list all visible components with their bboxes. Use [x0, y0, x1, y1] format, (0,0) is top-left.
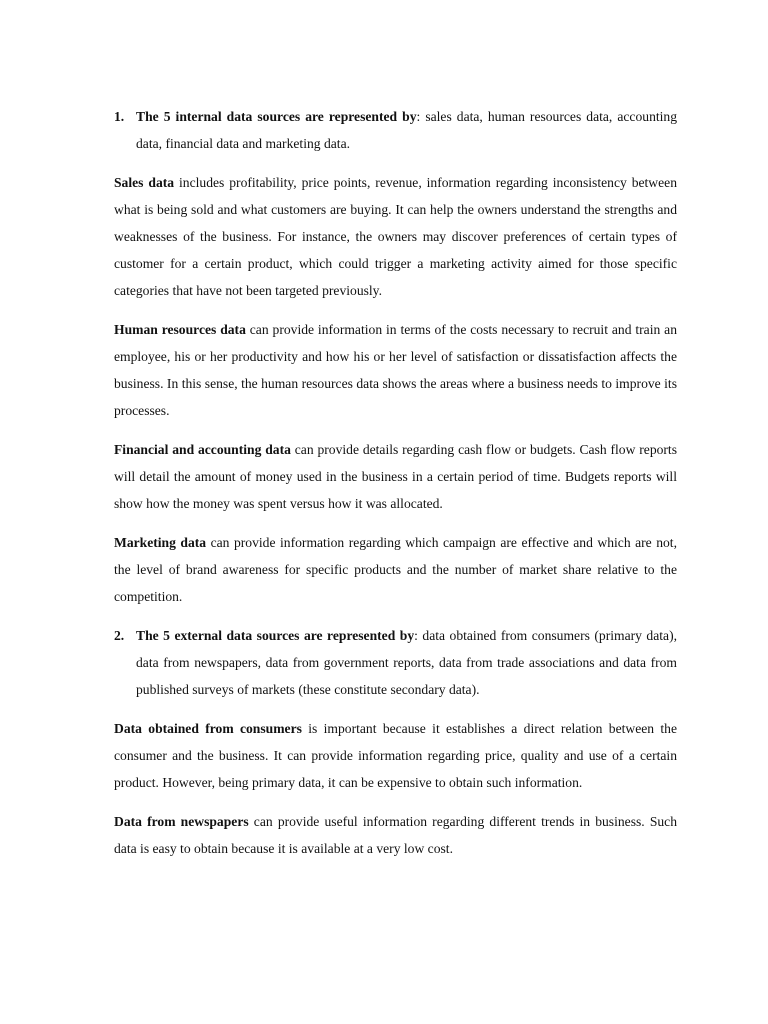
- list-item-text: : sales data, human resources data, accounting data, financial data and marketing data.: [136, 109, 678, 151]
- list-item-lead: The 5 internal data sources are represented by: [136, 109, 417, 124]
- paragraph-data-from-consumers: [114, 715, 677, 796]
- paragraph-text: can provide information regarding which campaign are effective and which are not, the level of brand awareness for specific products and the number of market share relative to the competition.: [114, 535, 677, 604]
- paragraph-sales-data: [114, 169, 677, 304]
- paragraph-data-from-newspapers: [114, 808, 677, 862]
- paragraph-text: can provide information in terms of the costs necessary to recruit and train an employee, his or her productivity and how his or her level of satisfaction or dissatisfaction affects the business. In this sense, the human resources data shows the areas where a business needs to improve its processes.: [114, 322, 677, 418]
- paragraph-lead: Financial and accounting data: [114, 442, 291, 457]
- paragraph-lead: Human resources data: [114, 322, 246, 337]
- list-number: 2.: [114, 628, 125, 643]
- paragraph-lead: Sales data: [114, 175, 175, 190]
- paragraph-financial-accounting-data: [114, 436, 677, 517]
- list-item-lead: The 5 external data sources are represented by: [136, 628, 415, 643]
- paragraph-text: can provide useful information regarding different trends in business. Such data is easy to obtain because it is available at a very low cost.: [114, 814, 678, 856]
- paragraph-human-resources-data: [114, 316, 677, 424]
- paragraph-lead: Marketing data: [114, 535, 207, 550]
- paragraph-text: is important because it establishes a direct relation between the consumer and the business. It can provide information regarding price, quality and use of a certain product. However, being primary data, it can be expensive to obtain such information.: [114, 721, 677, 790]
- list-item-external-sources: [114, 622, 677, 703]
- list-item-internal-sources: [114, 103, 677, 157]
- paragraph-text: can provide details regarding cash flow or budgets. Cash flow reports will detail the amount of money used in the business in a certain period of time. Budgets reports will show how the money was spent versus how it was allocated.: [114, 442, 678, 511]
- paragraph-lead: Data from newspapers: [114, 814, 249, 829]
- paragraph-text: includes profitability, price points, revenue, information regarding inconsistency between what is being sold and what customers are buying. It can help the owners understand the strengths and weaknesses of the business. For instance, the owners may discover preferences of certain types of customer for a certain product, which could trigger a marketing activity aimed for those specific categories that have not been targeted previously.: [114, 175, 677, 298]
- document-page: [114, 103, 677, 874]
- paragraph-marketing-data: [114, 529, 677, 610]
- list-number: 1.: [114, 109, 125, 124]
- list-item-text: : data obtained from consumers (primary data), data from newspapers, data from government reports, data from trade associations and data from published surveys of markets (these constitute secondary data).: [136, 628, 677, 697]
- paragraph-lead: Data obtained from consumers: [114, 721, 302, 736]
